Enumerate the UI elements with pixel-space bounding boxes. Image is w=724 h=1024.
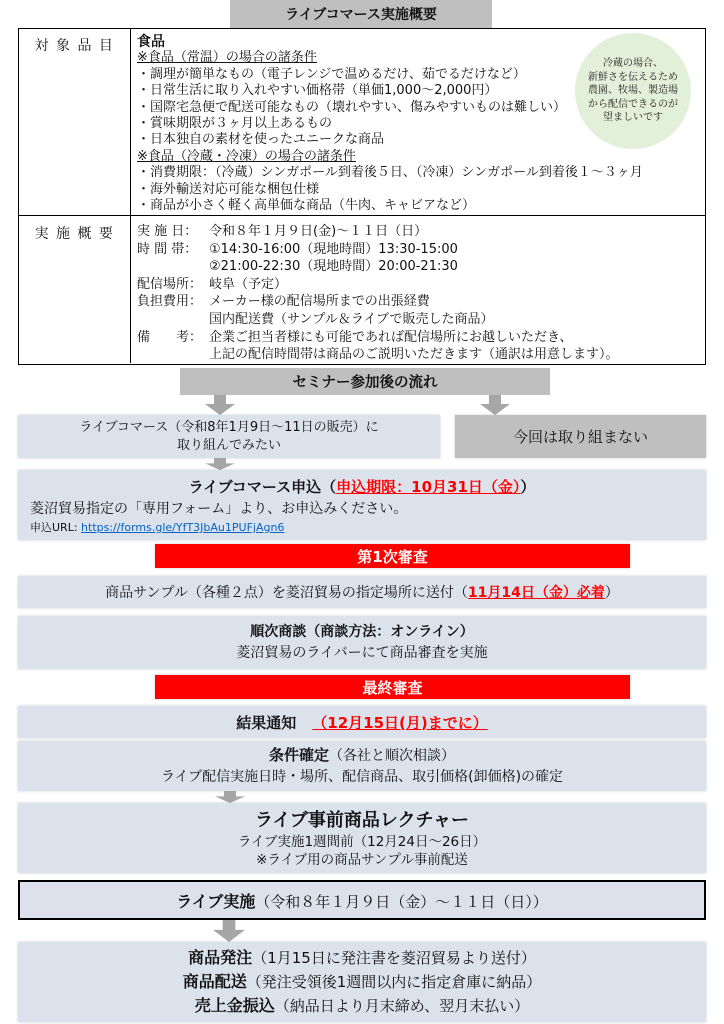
down-arrow-icon — [205, 395, 235, 415]
chilled-conditions-heading: ※食品（冷蔵・冷凍）の場合の諸条件 — [137, 148, 356, 164]
item-detail: （納品日より月末締め、翌月末払い） — [274, 997, 530, 1015]
condition-item: ・日常生活に取り入れやすい価格帯（単価1,000～2,000円） — [137, 83, 498, 99]
down-arrow-icon — [215, 791, 245, 803]
item-title: 商品発注 — [188, 948, 253, 967]
negotiation-line: 菱沼貿易のライバーにて商品審査を実施 — [236, 644, 488, 661]
field-value: ②21:00-22:30（現地時間）20:00-21:30 — [209, 259, 458, 275]
condition-item: ・海外輸送対応可能な梱包仕様 — [137, 181, 320, 197]
result-title: 結果通知 — [236, 713, 297, 732]
post-live-item — [195, 994, 529, 1018]
field-value: 国内配送費（サンプル＆ライブで販売した商品） — [209, 311, 494, 327]
ambient-conditions-heading: ※食品（常温）の場合の諸条件 — [137, 50, 317, 66]
field-key: 実 施 日： — [137, 224, 198, 239]
field-key: 時 間 帯： — [137, 241, 198, 257]
first-review-bar: 第1次審査 — [155, 544, 630, 568]
application-url-line — [30, 519, 284, 535]
result-deadline: （12月15日(月)までに） — [312, 713, 488, 732]
bubble-line: 新鮮さを伝えるため — [588, 71, 678, 83]
time-slot-line — [137, 258, 705, 276]
field-value: 岐阜（予定） — [209, 276, 288, 292]
target-products-row — [19, 29, 705, 216]
live-line — [176, 889, 548, 912]
conditions-box — [18, 741, 706, 791]
lecture-box — [18, 803, 706, 873]
cost-line — [137, 311, 705, 329]
application-instruction: 菱沼貿易指定の「専用フォーム」より、お申込みください。 — [30, 501, 408, 517]
condition-item: ・商品が小さく軽く高単価な商品（牛肉、キャビアなど） — [137, 198, 476, 214]
bubble-line: 冷蔵の場合、 — [603, 58, 663, 70]
product-category: 食品 — [137, 34, 165, 50]
field-key: 備 考： — [137, 329, 203, 345]
result-notice-box — [18, 706, 706, 738]
field-value: メーカー様の配信場所までの出張経費 — [209, 294, 430, 310]
url-label: 申込URL: — [30, 521, 82, 534]
lecture-title: ライブ事前商品レクチャー — [254, 809, 470, 831]
implementation-date-line — [137, 223, 705, 241]
implementation-label: 実 施 概 要 — [19, 216, 131, 363]
field-value: 企業ご担当者様にも可能であれば配信場所にお越しいただき、 — [209, 329, 573, 345]
chilled-note-bubble — [575, 33, 691, 149]
title-text: ） — [520, 478, 536, 496]
sample-line — [105, 582, 619, 602]
target-products-label: 対 象 品 目 — [19, 29, 131, 215]
condition-item: ・賞味期限が３ヶ月以上あるもの — [137, 116, 333, 132]
application-box — [18, 470, 706, 540]
conditions-note: （各社と順次相談） — [329, 747, 455, 764]
choice-line: ライブコマース（令和8年1月9日～11日の販売）に — [79, 419, 379, 435]
time-slot-line — [137, 241, 705, 259]
application-form-link[interactable]: https://forms.gle/YfT3JbAu1PUFjAgn6 — [81, 521, 285, 534]
conditions-title: 条件確定 — [268, 745, 329, 764]
choice-line: 取り組んでみたい — [176, 437, 281, 453]
field-value: ①14:30-16:00（現地時間）13:30-15:00 — [209, 241, 458, 257]
negotiation-box — [18, 616, 706, 669]
condition-item: ・調理が簡単なもの（電子レンジで温めるだけ、茹でるだけなど） — [137, 66, 526, 82]
field-key: 配信場所： — [137, 276, 203, 292]
venue-line — [137, 276, 705, 294]
negotiation-title: 順次商談（商談方法：オンライン） — [250, 623, 474, 640]
title-text: ライブコマース申込（ — [188, 478, 337, 496]
sample-text: ） — [604, 585, 619, 601]
condition-item: ・消費期限：（冷蔵）シンガポール到着後５日、（冷凍）シンガポール到着後１～３ヶ月 — [137, 165, 643, 181]
live-detail: （令和８年１月９日（金）～１１日（日）） — [255, 892, 548, 911]
live-event-box — [18, 880, 706, 920]
field-value: 上記の配信時間帯は商品のご説明いただきます（通訳は用意します）。 — [209, 347, 619, 363]
final-review-bar: 最終審査 — [155, 675, 630, 699]
post-live-item — [183, 970, 542, 994]
implementation-content — [131, 216, 705, 363]
remarks-line — [137, 346, 705, 363]
bubble-line: から配信できるのが — [588, 98, 678, 110]
remarks-line — [137, 329, 705, 347]
choice-decline-box: 今回は取り組まない — [455, 415, 706, 458]
sample-text: 商品サンプル（各種２点）を菱沼貿易の指定場所に送付（ — [105, 585, 468, 601]
condition-item: ・国際宅急便で配送可能なもの（壊れやすい、傷みやすいものは難しい） — [137, 99, 567, 115]
bubble-line: 農園、牧場、製造場 — [588, 85, 678, 97]
flow-banner: セミナー参加後の流れ — [180, 368, 550, 395]
overview-table — [18, 28, 706, 365]
down-arrow-icon — [205, 458, 235, 470]
conditions-title-line — [269, 745, 455, 767]
sample-shipment-box — [18, 576, 706, 608]
cost-line — [137, 293, 705, 311]
result-line — [236, 712, 487, 733]
condition-item: ・日本独自の素材を使ったユニークな商品 — [137, 132, 385, 148]
lecture-line: ライブ実施1週間前（12月24日～26日） — [237, 833, 487, 850]
down-arrow-icon — [480, 395, 510, 415]
application-title — [18, 476, 706, 497]
choice-participate-box — [18, 415, 440, 458]
page-title: ライブコマース実施概要 — [230, 0, 492, 28]
post-live-item — [188, 946, 536, 970]
sample-deadline: 11月14日（金）必着 — [467, 585, 605, 601]
field-key: 負担費用： — [137, 294, 203, 310]
down-arrow-icon — [213, 920, 245, 942]
item-title: 商品配送 — [182, 972, 247, 991]
bubble-line: 望ましいです — [603, 112, 663, 124]
live-title: ライブ実施 — [176, 891, 256, 911]
field-value: 令和８年１月９日(金)～１１日（日） — [209, 224, 428, 239]
conditions-line: ライブ配信実施日時・場所、配信商品、取引価格(卸価格)の確定 — [160, 768, 564, 785]
item-detail: （1月15日に発注書を菱沼貿易より送付） — [252, 949, 536, 967]
post-live-box — [18, 942, 706, 1022]
item-detail: （発注受領後1週間以内に指定倉庫に納品） — [246, 973, 542, 991]
item-title: 売上金振込 — [194, 996, 275, 1015]
lecture-line: ※ライブ用の商品サンプル事前配送 — [256, 851, 468, 868]
application-deadline: 申込期限：10月31日（金） — [336, 478, 521, 496]
implementation-row — [19, 216, 705, 363]
